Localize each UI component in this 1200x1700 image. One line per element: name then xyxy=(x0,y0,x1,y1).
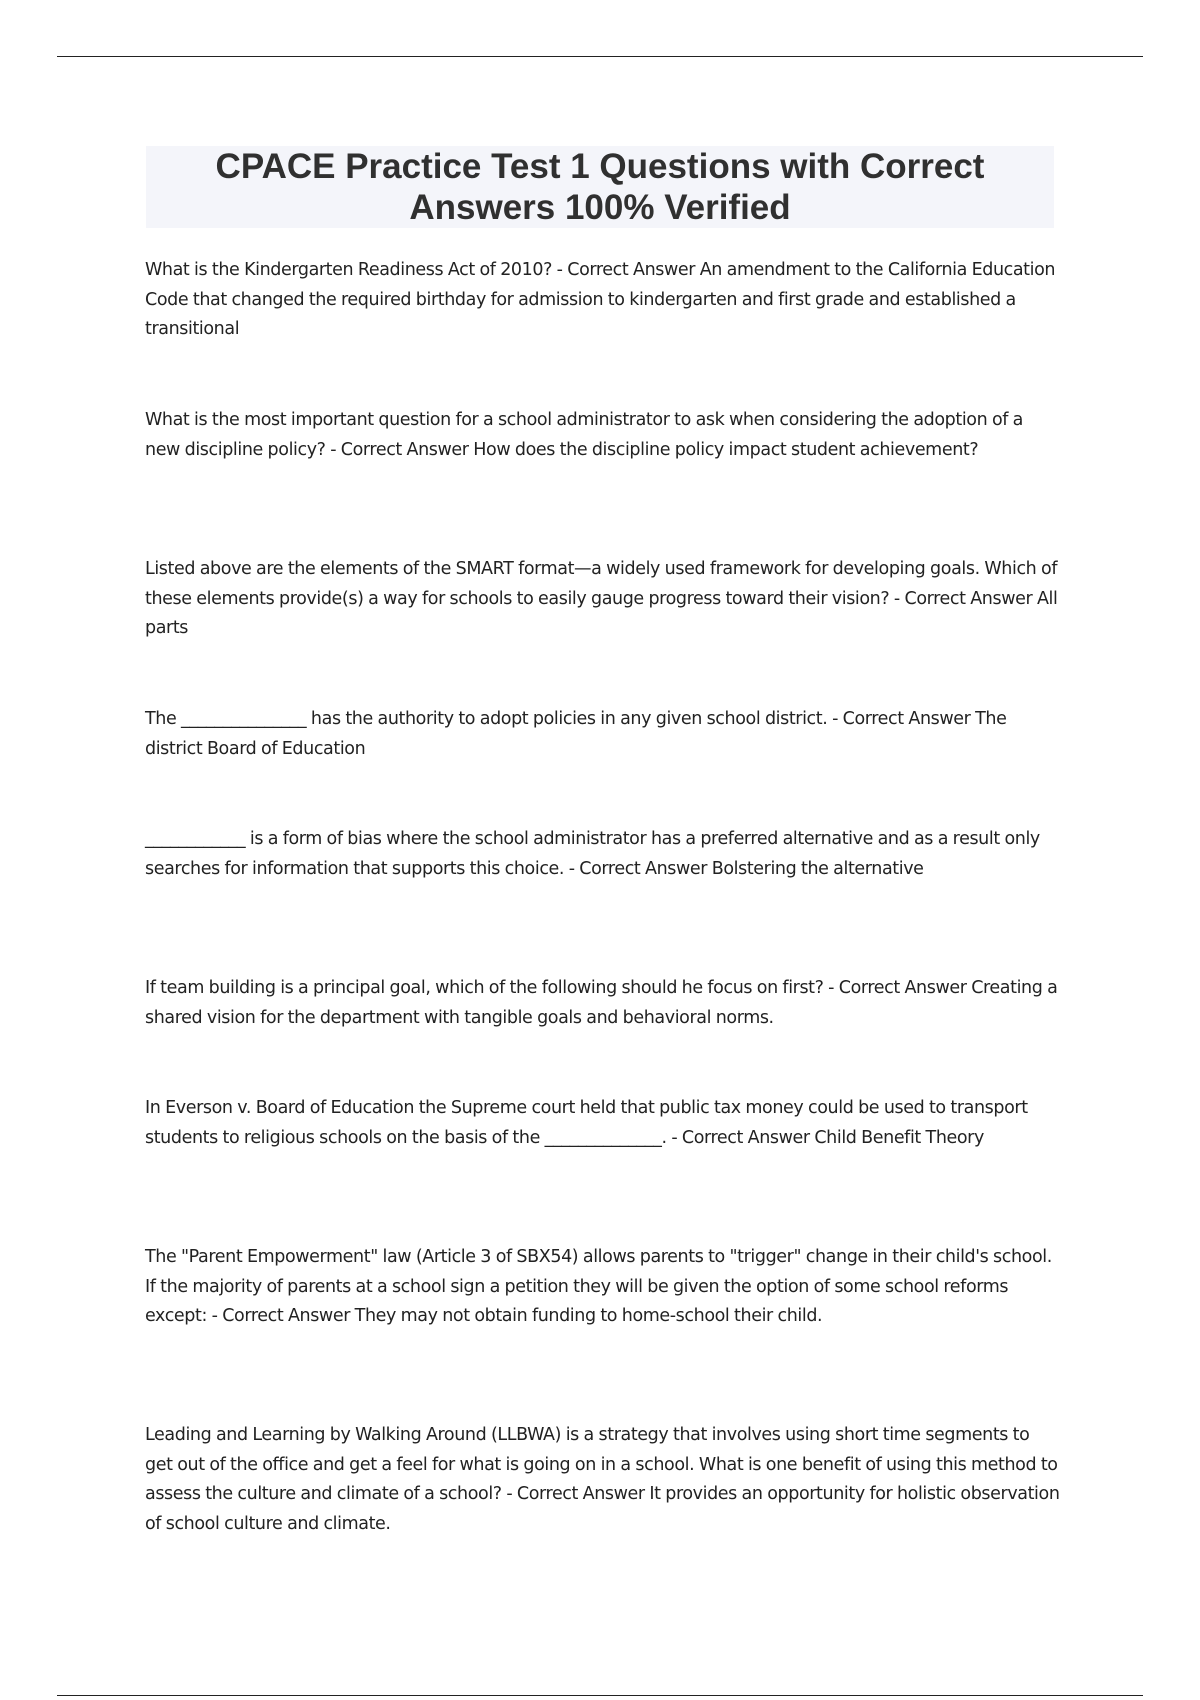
question-answer-9: Leading and Learning by Walking Around (LLBWA) is a strategy that involves using short time segments to get out of the office and get a feel for what is going on in a school. What is one benefit of using this method to assess the culture and climate of a school? - Correct Answer It provides an opportunity for holistic observation of school culture and climate. xyxy=(145,1425,1060,1534)
question-answer-7: In Everson v. Board of Education the Supreme court held that public tax money could be used to transport students to religious schools on the basis of the ______________. - Correct Answer Child Benefit Theory xyxy=(145,1098,1028,1148)
question-answer-2: What is the most important question for a school administrator to ask when considering the adoption of a new discipline policy? - Correct Answer How does the discipline policy impact student achievement? xyxy=(145,410,1024,460)
header-rule xyxy=(57,56,1143,57)
question-answer-8: The "Parent Empowerment" law (Article 3 of SBX54) allows parents to "trigger" change in their child's school. If the majority of parents at a school sign a petition they will be given the option of some school reforms except: - Correct Answer They may not obtain funding to home-school their child. xyxy=(145,1247,1052,1326)
footer-rule xyxy=(57,1695,1143,1696)
question-answer-4: The _______________ has the authority to adopt policies in any given school district. - Correct Answer The district Board of Education xyxy=(145,709,1007,759)
title-banner xyxy=(146,146,1054,228)
question-answer-6: If team building is a principal goal, which of the following should he focus on first? - Correct Answer Creating a shared vision for the department with tangible goals and behavioral norms. xyxy=(145,978,1058,1028)
question-answer-3: Listed above are the elements of the SMART format—a widely used framework for developing goals. Which of these elements provide(s) a way for schools to easily gauge progress toward their vision? - Correct Answer All parts xyxy=(145,559,1058,638)
question-answer-1: What is the Kindergarten Readiness Act of 2010? - Correct Answer An amendment to the California Education Code that changed the required birthday for admission to kindergarten and first grade and established a transitional xyxy=(145,260,1056,339)
question-answer-5: ____________ is a form of bias where the school administrator has a preferred alternative and as a result only searches for information that supports this choice. - Correct Answer Bolstering the alternative xyxy=(145,829,1040,879)
document-title: CPACE Practice Test 1 Questions with Correct Answers 100% Verified xyxy=(215,147,985,227)
